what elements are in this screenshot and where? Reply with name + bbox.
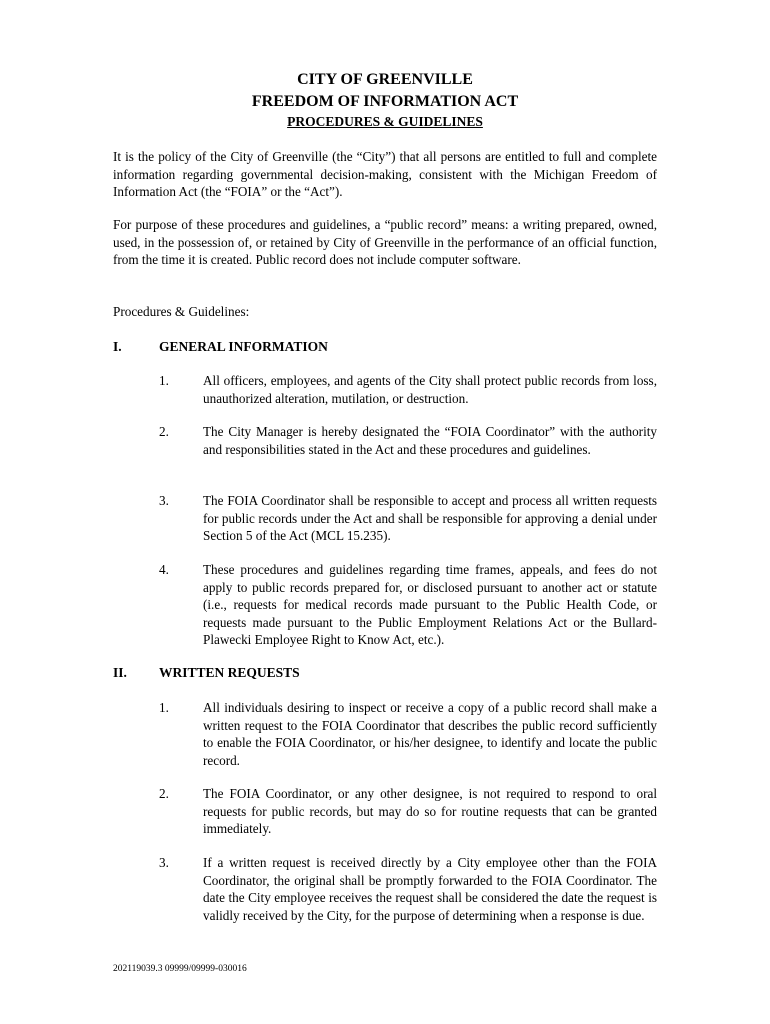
list-item-number: 1. bbox=[159, 373, 169, 388]
list-item-number: 1. bbox=[159, 700, 169, 715]
list-item-text: The FOIA Coordinator shall be responsible to accept and process all written requests for public records under the Act and shall be responsible for approving a denial under Section 5 of the Act (MCL 15.235). bbox=[203, 493, 657, 544]
section-heading: GENERAL INFORMATION bbox=[159, 339, 328, 354]
list-item-number: 4. bbox=[159, 562, 169, 577]
list-item-text: All officers, employees, and agents of the City shall protect public records from loss, unauthorized alteration, mutilation, or destruction. bbox=[203, 373, 657, 406]
document-title-line2: FREEDOM OF INFORMATION ACT bbox=[251, 93, 519, 110]
list-item-number: 3. bbox=[159, 855, 169, 870]
footer-doc-id: 202119039.3 09999/09999-030016 bbox=[113, 964, 247, 974]
list-item-number: 2. bbox=[159, 424, 169, 439]
section-heading: WRITTEN REQUESTS bbox=[159, 665, 300, 680]
list-item-text: If a written request is received directly by a City employee other than the FOIA Coordinator, the original shall be promptly forwarded to the FOIA Coordinator. The date the City employee receives the request shall be considered the date the request is validly received by the City, for the purpose of determining when a response is due. bbox=[203, 855, 657, 923]
list-item-text: All individuals desiring to inspect or receive a copy of a public record shall make a written request to the FOIA Coordinator that describes the public record sufficiently to enable the FOIA Coordinator, or his/her designee, to identify and locate the public record. bbox=[203, 700, 657, 768]
document-subtitle: PROCEDURES & GUIDELINES bbox=[287, 114, 483, 129]
policy-paragraph: It is the policy of the City of Greenville (the “City”) that all persons are entitled to full and complete information regarding governmental decision-making, consistent with the Michigan Freedom of Information Act (the “FOIA” or the “Act”). bbox=[113, 149, 657, 200]
document-title-line1: CITY OF GREENVILLE bbox=[297, 71, 473, 88]
list-item-text: The FOIA Coordinator, or any other designee, is not required to respond to oral requests for public records, but may do so for routine requests that can be granted immediately. bbox=[203, 786, 657, 837]
list-item-number: 2. bbox=[159, 786, 169, 801]
list-item-text: These procedures and guidelines regarding time frames, appeals, and fees do not apply to public records prepared for, or disclosed pursuant to another act or statute (i.e., requests for medical records made pursuant to the Public Health Code, or requests made pursuant to the Public Employment Relations Act or the Bullard-Plawecki Employee Right to Know Act, etc.). bbox=[203, 562, 657, 648]
definition-paragraph: For purpose of these procedures and guidelines, a “public record” means: a writing prepared, owned, used, in the possession of, or retained by City of Greenville in the performance of an official function, from the time it is created. Public record does not include computer software. bbox=[113, 217, 657, 268]
procedures-lead-in: Procedures & Guidelines: bbox=[113, 304, 250, 319]
section-number: II. bbox=[113, 665, 127, 680]
list-item-number: 3. bbox=[159, 493, 169, 508]
section-number: I. bbox=[113, 339, 122, 354]
list-item-text: The City Manager is hereby designated the “FOIA Coordinator” with the authority and responsibilities stated in the Act and these procedures and guidelines. bbox=[203, 424, 657, 457]
